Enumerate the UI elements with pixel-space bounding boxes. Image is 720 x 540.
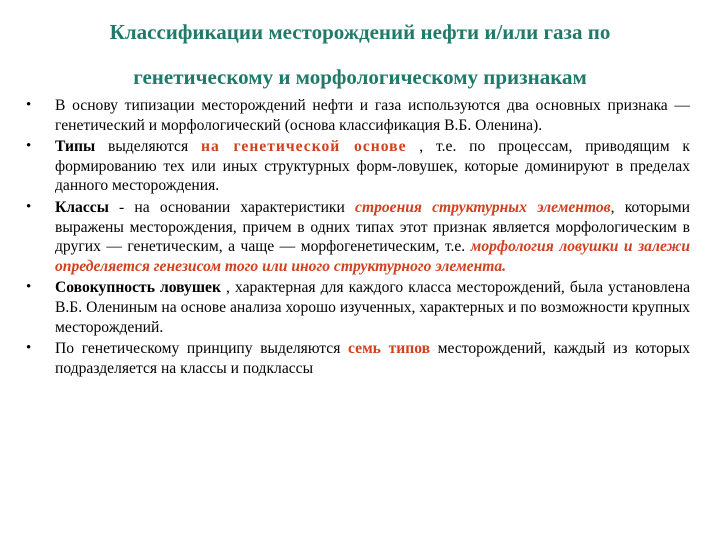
bullet-dot-icon: • [26,97,32,113]
bullet-text: , т.е. по процессам, приводящим к формированию тех или иных структурных форм-ловушек, которые доминируют в пределах данного месторождения. [55,138,690,195]
bullet-text: В основу типизации месторождений нефти и газа используются два основных признака — генетический и морфологический (основа классификация В.Б. Оленина). [55,97,690,134]
bullet-list [26,96,690,380]
bullet-dot-icon: • [26,340,32,357]
bullet-item-types [26,137,690,196]
bullet-item-basis [26,96,690,135]
bullet-text: - на основании характеристики [108,198,356,216]
bullet-dot-icon: • [26,198,32,215]
highlight-genetic-basis: на генетической основе [200,138,407,156]
bullet-item-seven-types [26,339,690,378]
term-traps: Совокупность ловушек [55,279,221,297]
slide-title-line-2: генетическому и морфологическому признакам [133,65,587,89]
bullet-text: По генетическому принципу выделяются [55,340,349,358]
term-classes: Классы [55,198,109,216]
bullet-text: , которыми выражены месторождения, причем в одних типах этот признак является морфологическим в других — генетическим, а чаще — морфогенетическим, т.е. [55,198,690,256]
highlight-structure-elements: строения структурных элементов [355,198,611,216]
bullet-text: месторождений, каждый из которых подразделяется на классы и подклассы [55,340,690,377]
bullet-text: , характерная для каждого класса месторождений, была установлена В.Б. Олениным на основе анализа хорошо изученных, характерных и по возможности крупных месторождений. [55,279,691,336]
highlight-morphology: морфология ловушки и залежи определяется генезисом того или иного структурного элемента. [55,238,691,275]
bullet-dot-icon: • [26,138,32,155]
bullet-dot-icon: • [26,279,32,296]
slide-title-line-1: Классификации месторождений нефти и/или газа по [109,20,611,44]
term-types: Типы [55,138,96,156]
bullet-text: выделяются [95,138,201,156]
bullet-item-classes [26,198,690,276]
bullet-item-traps [26,278,690,337]
highlight-seven-types: семь типов [348,340,431,358]
